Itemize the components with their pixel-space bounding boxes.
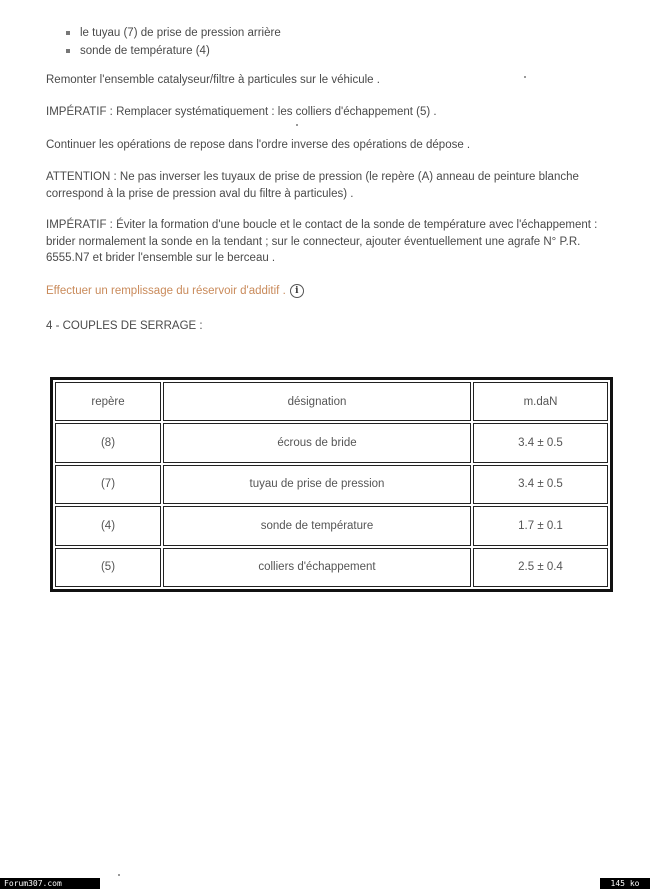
table-row <box>55 506 608 545</box>
paragraph-additive-link[interactable] <box>46 283 606 300</box>
bullet-item: sonde de température (4) <box>66 42 281 60</box>
header-cell: désignation <box>163 382 471 421</box>
header-cell: repère <box>55 382 161 421</box>
torque-table <box>50 377 613 592</box>
info-icon[interactable]: i <box>290 284 304 298</box>
footer-filesize: 145 ko <box>600 878 650 889</box>
table-cell: (8) <box>55 423 161 462</box>
table-header-row <box>55 382 608 421</box>
table-cell: 1.7 ± 0.1 <box>473 506 608 545</box>
table-row <box>55 423 608 462</box>
paragraph-imperative-sensor: IMPÉRATIF : Éviter la formation d'une boucle et le contact de la sonde de température avec l'échappement : brider normalement la sonde en la tendant ; sur le connecteur, ajouter éventuellement une agrafe N° P.R. 6555.N7 et brider l'ensemble sur le berceau . <box>46 219 598 264</box>
scan-speck <box>118 874 120 876</box>
table-cell: écrous de bride <box>163 423 471 462</box>
scan-speck <box>524 76 526 78</box>
paragraph-imperative-clamps: IMPÉRATIF : Remplacer systématiquement : les colliers d'échappement (5) . <box>46 106 437 118</box>
table-row <box>55 548 608 587</box>
table-cell: (4) <box>55 506 161 545</box>
table-cell: sonde de température <box>163 506 471 545</box>
table-cell: 3.4 ± 0.5 <box>473 465 608 504</box>
header-cell: m.daN <box>473 382 608 421</box>
bullet-item: le tuyau (7) de prise de pression arrière <box>66 24 281 42</box>
table-cell: colliers d'échappement <box>163 548 471 587</box>
paragraph-reassemble: Remonter l'ensemble catalyseur/filtre à particules sur le véhicule . <box>46 74 380 86</box>
section-heading: 4 - COUPLES DE SERRAGE : <box>46 320 203 332</box>
table-cell: (7) <box>55 465 161 504</box>
additive-link-text[interactable]: Effectuer un remplissage du réservoir d'additif . <box>46 285 286 297</box>
paragraph-continue: Continuer les opérations de repose dans l'ordre inverse des opérations de dépose . <box>46 139 471 151</box>
footer-watermark: Forum307.com <box>0 878 100 889</box>
bullet-list <box>66 24 281 60</box>
table-cell: tuyau de prise de pression <box>163 465 471 504</box>
table-row <box>55 465 608 504</box>
paragraph-attention: ATTENTION : Ne pas inverser les tuyaux de prise de pression (le repère (A) anneau de peinture blanche correspond à la prise de pression aval du filtre à particules) . <box>46 171 579 200</box>
table-cell: (5) <box>55 548 161 587</box>
table-cell: 3.4 ± 0.5 <box>473 423 608 462</box>
table-cell: 2.5 ± 0.4 <box>473 548 608 587</box>
scan-speck <box>296 124 298 126</box>
